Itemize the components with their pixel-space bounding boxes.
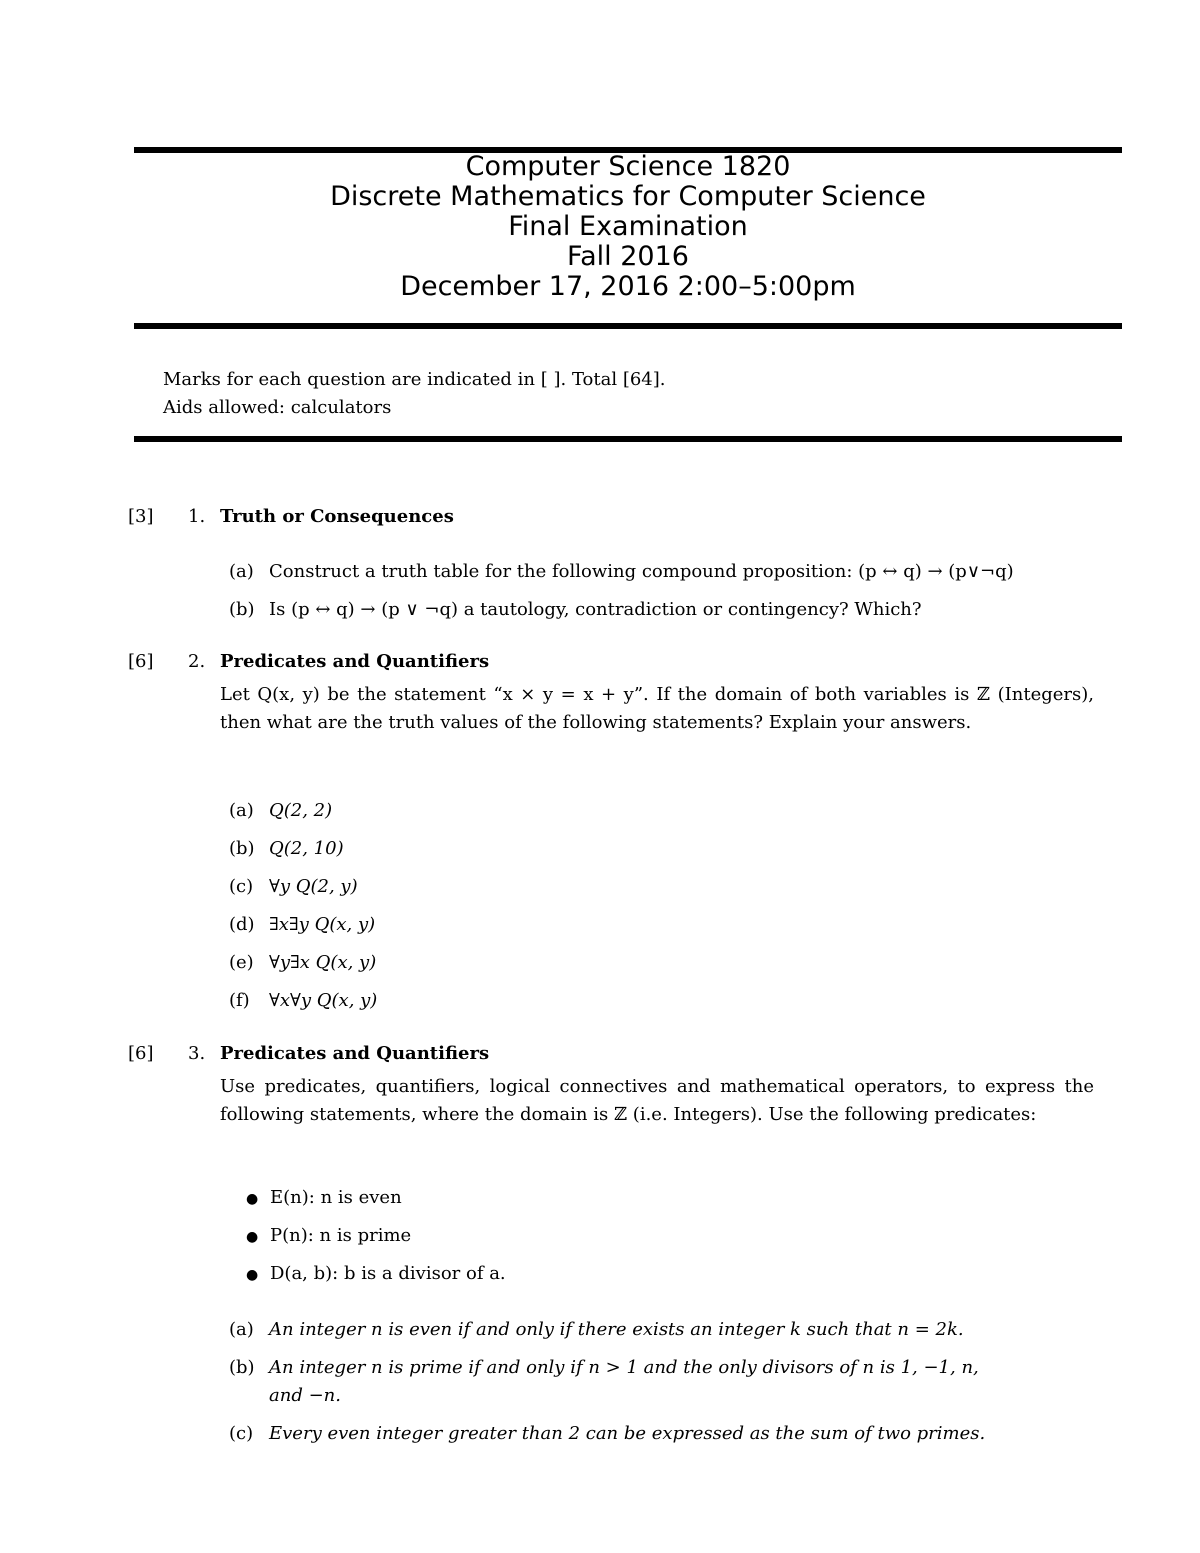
question-body: Use predicates, quantifiers, logical connectives and mathematical operators, to express the following statements, where the domain is ℤ (i.e. Integers). Use the following predicates: — [220, 1076, 1094, 1125]
question-item — [229, 797, 332, 825]
bullet-icon: ● — [246, 1229, 259, 1245]
exam-title-block — [134, 152, 1122, 302]
item-text: ∃x∃y Q(x, y) — [269, 914, 376, 935]
question-heading: Predicates and Quantifiers — [220, 651, 490, 672]
bullet-icon: ● — [246, 1267, 259, 1283]
course-name: Computer Science 1820 — [465, 151, 791, 182]
item-label: (b) — [229, 1357, 255, 1378]
middle-rule — [134, 323, 1122, 329]
item-label: (b) — [229, 838, 255, 859]
item-text: ∀x∀y Q(x, y) — [269, 990, 378, 1011]
course-title: Discrete Mathematics for Computer Science — [330, 181, 926, 212]
item-text: Q(2, 2) — [269, 800, 333, 821]
question-item — [229, 1316, 964, 1344]
exam-term: Fall 2016 — [567, 241, 689, 272]
item-label: (f) — [229, 990, 250, 1011]
item-text: An integer n is even if and only if there exists an integer k such that n = 2k. — [269, 1319, 964, 1340]
item-text: ∀y Q(2, y) — [269, 876, 358, 897]
bullet-text: E(n): n is even — [270, 1187, 402, 1208]
question-item-continuation — [269, 1382, 341, 1410]
exam-name: Final Examination — [508, 211, 748, 242]
question-item — [229, 911, 375, 939]
bullet-text: P(n): n is prime — [270, 1225, 412, 1246]
question-number: 2. — [188, 651, 206, 672]
predicate-bullet — [246, 1263, 506, 1284]
question-heading: Truth or Consequences — [220, 506, 454, 527]
question-number: 3. — [188, 1043, 206, 1064]
predicate-bullet — [246, 1187, 402, 1208]
question-item — [229, 949, 376, 977]
question-marks: [6] — [128, 1043, 154, 1064]
item-label: (c) — [229, 1423, 254, 1444]
item-label: (c) — [229, 876, 254, 897]
item-label: (a) — [229, 800, 254, 821]
exam-datetime: December 17, 2016 2:00–5:00pm — [400, 271, 856, 302]
item-text: Q(2, 10) — [269, 838, 344, 859]
item-label: (d) — [229, 914, 255, 935]
item-label: (a) — [229, 561, 254, 582]
item-text: Construct a truth table for the following compound proposition: (p ↔ q) → (p∨¬q) — [269, 561, 1014, 582]
question-item — [229, 873, 358, 901]
question-heading: Predicates and Quantifiers — [220, 1043, 490, 1064]
question-number: 1. — [188, 506, 206, 527]
question-item — [229, 596, 922, 624]
item-text: and −n. — [269, 1385, 341, 1406]
item-text: ∀y∃x Q(x, y) — [269, 952, 377, 973]
question-item — [229, 558, 1014, 586]
item-label: (e) — [229, 952, 254, 973]
question-marks: [6] — [128, 651, 154, 672]
question-body: Let Q(x, y) be the statement “x × y = x + y”. If the domain of both variables is ℤ (Integers), then what are the truth values of the following statements? Explain your answers. — [220, 684, 1094, 733]
question-item — [229, 835, 344, 863]
question-item — [229, 1354, 979, 1382]
item-label: (b) — [229, 599, 255, 620]
item-text: An integer n is prime if and only if n > 1 and the only divisors of n is 1, −1, n, — [269, 1357, 979, 1378]
item-text: Every even integer greater than 2 can be expressed as the sum of two primes. — [269, 1423, 986, 1444]
question-item — [229, 987, 377, 1015]
exam-instructions — [163, 366, 666, 422]
aids-line: Aids allowed: calculators — [163, 397, 392, 418]
bottom-rule — [134, 436, 1122, 442]
question-marks: [3] — [128, 506, 154, 527]
bullet-icon: ● — [246, 1191, 259, 1207]
item-text: Is (p ↔ q) → (p ∨ ¬q) a tautology, contradiction or contingency? Which? — [269, 599, 922, 620]
bullet-text: D(a, b): b is a divisor of a. — [270, 1263, 506, 1284]
item-label: (a) — [229, 1319, 254, 1340]
marks-line: Marks for each question are indicated in [ ]. Total [64]. — [163, 369, 666, 390]
question-item — [229, 1420, 985, 1448]
predicate-bullet — [246, 1225, 411, 1246]
